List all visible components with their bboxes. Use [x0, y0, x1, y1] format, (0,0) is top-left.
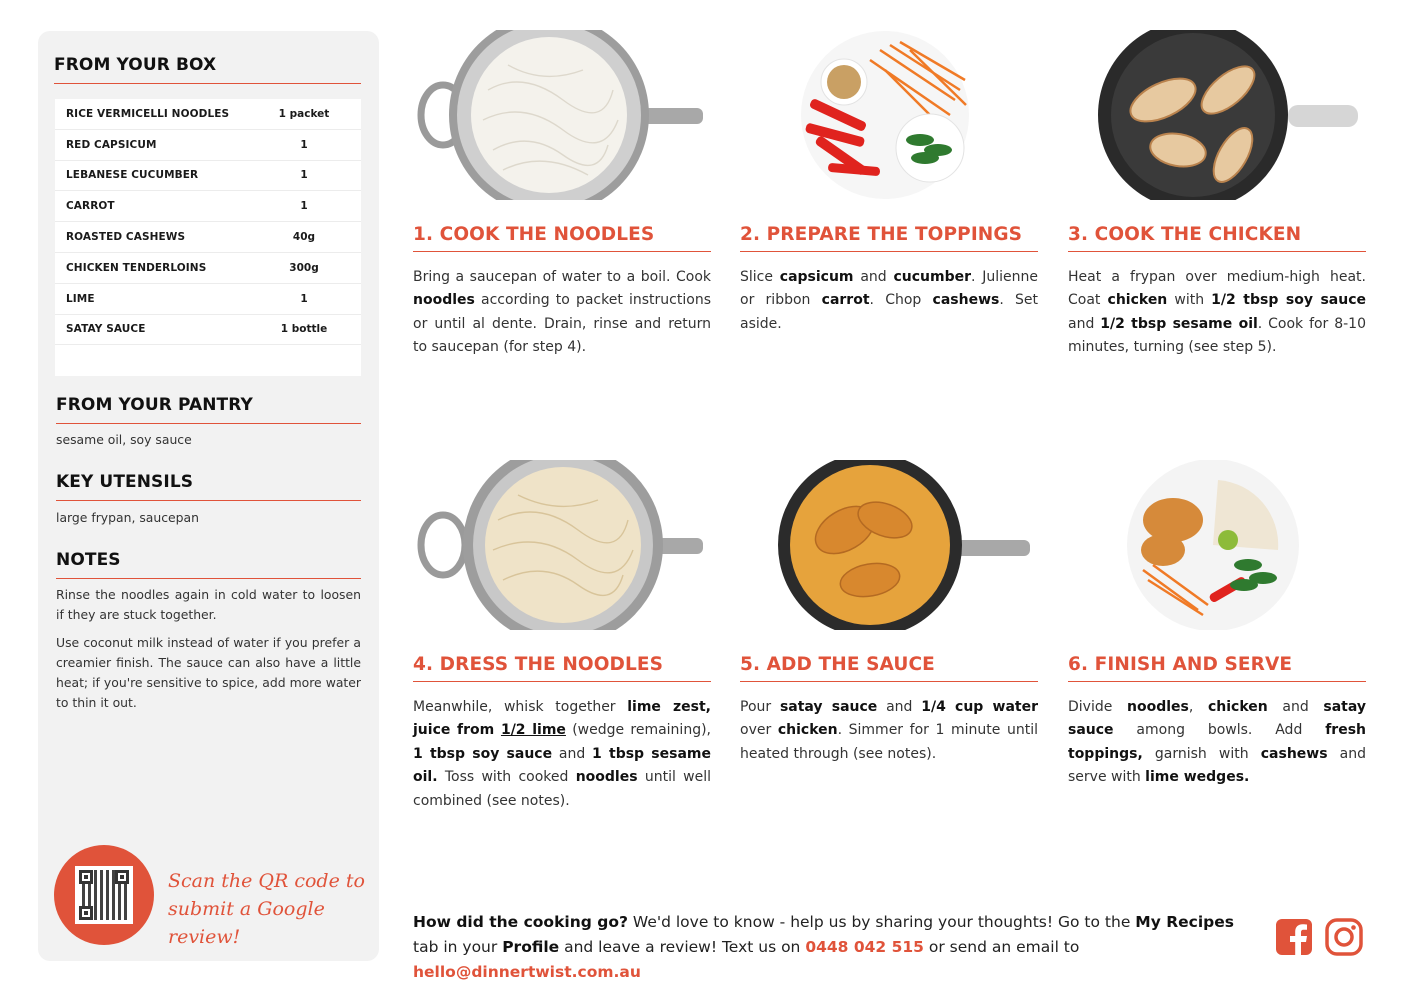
- my-recipes-link[interactable]: My Recipes: [1135, 913, 1234, 931]
- qr-finder-mark: [115, 870, 129, 884]
- step-text-emphasis: satay sauce: [1068, 699, 1366, 739]
- step-text-underlined: 1/2 lime: [500, 722, 566, 739]
- ingredient-qty: 1: [300, 169, 308, 182]
- from-your-pantry-heading: FROM YOUR PANTRY: [56, 395, 361, 424]
- qr-pattern: [79, 870, 129, 920]
- ingredient-row: [55, 315, 361, 346]
- step-text-emphasis: cucumber: [893, 269, 971, 285]
- step-text: Toss with cooked: [437, 769, 576, 786]
- qr-badge[interactable]: [54, 845, 154, 945]
- footer-text: and leave a review! Text us on: [559, 938, 806, 956]
- step-text: and: [1267, 699, 1324, 715]
- ingredient-name: ROASTED CASHEWS: [66, 231, 186, 244]
- step-title-cook-noodles: 1. COOK THE NOODLES: [413, 224, 711, 252]
- step-text: and: [877, 699, 922, 715]
- step-title-cook-chicken: 3. COOK THE CHICKEN: [1068, 224, 1366, 252]
- note-item: Rinse the noodles again in cold water to loosen if they are stuck together.: [56, 587, 361, 622]
- step-text-emphasis: fresh toppings,: [1068, 722, 1366, 762]
- ingredient-name: LIME: [66, 292, 95, 305]
- ingredient-qty: 1 packet: [278, 107, 330, 120]
- qr-code[interactable]: [75, 866, 133, 924]
- step-title-finish-serve: 6. FINISH AND SERVE: [1068, 654, 1366, 682]
- step-text: and: [1068, 315, 1101, 332]
- step-text-emphasis: noodles: [413, 292, 475, 309]
- step-text: ,: [1188, 699, 1208, 715]
- step-text: (wedge remaining),: [565, 722, 711, 739]
- step-text: Meanwhile, whisk together: [413, 699, 628, 715]
- step-text-emphasis: 1 tbsp soy sauce: [413, 745, 553, 762]
- step-title-prepare-toppings: 2. PREPARE THE TOPPINGS: [740, 224, 1038, 252]
- step-text-emphasis: lime wedges.: [1145, 769, 1250, 786]
- step-text-emphasis: noodles: [575, 769, 638, 786]
- ingredients-table: [55, 99, 361, 376]
- step-text: . Chop: [869, 292, 933, 309]
- step-text-emphasis: 1/2 tbsp sesame oil: [1100, 315, 1258, 332]
- step-text-emphasis: noodles: [1127, 699, 1189, 715]
- facebook-icon[interactable]: [1275, 918, 1313, 956]
- step-5-text: [740, 696, 1038, 766]
- step-text: among bowls. Add: [1113, 722, 1326, 739]
- step-text: Bring a saucepan of water to a boil. Cook: [413, 269, 711, 285]
- pantry-text: sesame oil, soy sauce: [56, 432, 192, 447]
- footer-text: or send an email to: [923, 938, 1080, 956]
- ingredient-qty: 40g: [292, 231, 316, 244]
- step-text: and serve with: [1068, 745, 1366, 786]
- step-1-text: [413, 266, 711, 360]
- step-text: Divide: [1068, 699, 1127, 715]
- step-text-emphasis: chicken: [1207, 699, 1268, 715]
- dressed-noodles-photo: [413, 460, 703, 630]
- step-text-emphasis: 1/2 tbsp soy sauce: [1211, 292, 1367, 309]
- profile-link[interactable]: Profile: [502, 938, 560, 956]
- qr-caption-line: submit a Google review!: [168, 898, 325, 948]
- qr-caption: [168, 867, 368, 951]
- step-text: over: [740, 722, 778, 739]
- ingredient-name: CARROT: [66, 200, 115, 213]
- ingredient-row: [55, 222, 361, 253]
- sidebar-panel: [38, 31, 379, 961]
- ingredient-row: [55, 253, 361, 284]
- footer-text: tab in your: [413, 938, 503, 956]
- step-text: until well combined (see notes).: [413, 769, 711, 809]
- noodles-in-saucepan-photo: [413, 30, 703, 200]
- ingredient-qty: 300g: [289, 261, 319, 274]
- step-text: garnish with: [1142, 745, 1261, 762]
- ingredient-name: LEBANESE CUCUMBER: [66, 169, 199, 182]
- step-text-emphasis: lime zest, juice from: [413, 699, 711, 739]
- ingredient-name: RICE VERMICELLI NOODLES: [66, 107, 230, 120]
- instagram-icon[interactable]: [1325, 918, 1363, 956]
- step-text: . Simmer for 1 minute until heated through (see notes).: [740, 722, 1039, 762]
- ingredient-row: [55, 130, 361, 161]
- notes-list: [56, 585, 361, 721]
- chicken-in-frypan-photo: [1068, 30, 1358, 200]
- ingredient-name: CHICKEN TENDERLOINS: [66, 261, 207, 274]
- step-text-emphasis: chicken: [1107, 292, 1168, 309]
- email-link[interactable]: hello@dinnertwist.com.au: [413, 963, 641, 981]
- satay-chicken-pan-photo: [740, 460, 1030, 630]
- step-text-emphasis: 1/4 cup water: [921, 699, 1039, 715]
- step-title-add-sauce: 5. ADD THE SAUCE: [740, 654, 1038, 682]
- step-text-emphasis: carrot: [821, 292, 870, 309]
- step-2-text: [740, 266, 1038, 336]
- step-text: . Set aside.: [740, 292, 1039, 332]
- ingredient-qty: 1: [300, 138, 308, 151]
- step-text: . Cook for 8-10 minutes, turning (see step 5).: [1068, 315, 1366, 356]
- ingredient-name: RED CAPSICUM: [66, 138, 157, 151]
- ingredient-qty: 1: [300, 292, 308, 305]
- step-3-text: [1068, 266, 1366, 360]
- step-text: according to packet instructions or until al dente. Drain, rinse and return to saucepan (for step 4).: [413, 292, 711, 356]
- step-text-emphasis: 1 tbsp sesame oil.: [413, 745, 711, 786]
- step-text-emphasis: satay sauce: [779, 699, 878, 715]
- step-title-dress-noodles: 4. DRESS THE NOODLES: [413, 654, 711, 682]
- utensils-text: large frypan, saucepan: [56, 510, 199, 525]
- feedback-footer: [413, 910, 1263, 985]
- step-6-text: [1068, 696, 1366, 790]
- ingredient-qty: 1 bottle: [280, 323, 328, 336]
- ingredient-qty: 1: [300, 200, 308, 213]
- ingredient-row: [55, 191, 361, 222]
- notes-heading: NOTES: [56, 550, 361, 579]
- step-text: and: [552, 745, 593, 762]
- qr-caption-line: Scan the QR code to: [168, 870, 365, 892]
- ingredient-row: [55, 99, 361, 130]
- step-text: and: [853, 269, 894, 285]
- ingredient-name: SATAY SAUCE: [66, 323, 146, 336]
- step-text: Pour: [740, 699, 780, 715]
- step-text: Heat a frypan over medium-high heat. Coat: [1068, 269, 1366, 309]
- step-text-emphasis: chicken: [777, 722, 838, 739]
- phone-link[interactable]: 0448 042 515: [805, 938, 924, 956]
- step-text: with: [1167, 292, 1212, 309]
- ingredient-row: [55, 161, 361, 192]
- served-bowl-photo: [1068, 460, 1358, 630]
- footer-text: We'd love to know - help us by sharing your thoughts! Go to the: [627, 913, 1136, 931]
- qr-finder-mark: [79, 906, 93, 920]
- step-4-text: [413, 696, 711, 813]
- step-text-emphasis: capsicum: [779, 269, 854, 285]
- chopped-toppings-bowl-photo: [740, 30, 1030, 200]
- step-text-emphasis: cashews: [932, 292, 1000, 309]
- step-text-emphasis: cashews: [1260, 745, 1328, 762]
- footer-heading: How did the cooking go?: [413, 913, 628, 931]
- note-item: Use coconut milk instead of water if you prefer a creamier finish. The sauce can also have a little heat; if you're sensitive to spice, add more water to thin it out.: [56, 635, 361, 710]
- qr-finder-mark: [79, 870, 93, 884]
- step-text: . Julienne or ribbon: [740, 269, 1038, 309]
- key-utensils-heading: KEY UTENSILS: [56, 472, 361, 501]
- from-your-box-heading: FROM YOUR BOX: [54, 55, 361, 84]
- ingredient-row: [55, 284, 361, 315]
- step-text: Slice: [740, 269, 780, 285]
